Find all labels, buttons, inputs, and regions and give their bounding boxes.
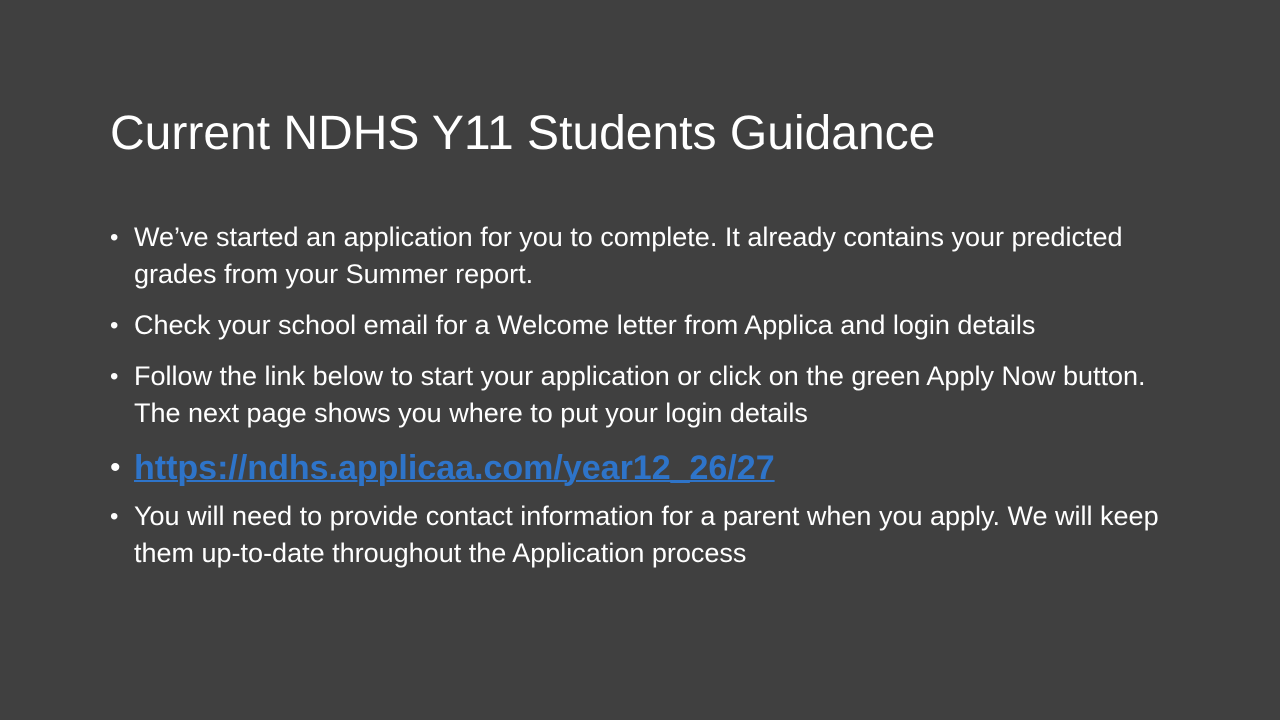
bullet-item-follow-link (110, 358, 1180, 432)
bullet-icon: • (110, 451, 121, 484)
bullet-icon: • (110, 312, 119, 339)
application-link[interactable]: https://ndhs.applicaa.com/year12_26/27 (134, 449, 775, 487)
bullet-item-email (110, 307, 1180, 344)
bullet-icon: • (110, 224, 119, 251)
bullet-text: Follow the link below to start your application or click on the green Apply Now button. The next page shows you where to put your login details (134, 361, 1146, 428)
bullet-list (110, 219, 1180, 586)
bullet-icon: • (110, 503, 119, 530)
bullet-text: We’ve started an application for you to complete. It already contains your predicted grades from your Summer report. (134, 222, 1123, 289)
bullet-item-link (110, 446, 1180, 490)
bullet-icon: • (110, 363, 119, 390)
bullet-text: Check your school email for a Welcome letter from Applica and login details (134, 310, 1036, 340)
bullet-text: You will need to provide contact information for a parent when you apply. We will keep them up-to-date throughout the Application process (134, 501, 1159, 568)
bullet-item-application (110, 219, 1180, 293)
slide-title: Current NDHS Y11 Students Guidance (110, 107, 936, 160)
bullet-item-parent-contact (110, 498, 1180, 572)
